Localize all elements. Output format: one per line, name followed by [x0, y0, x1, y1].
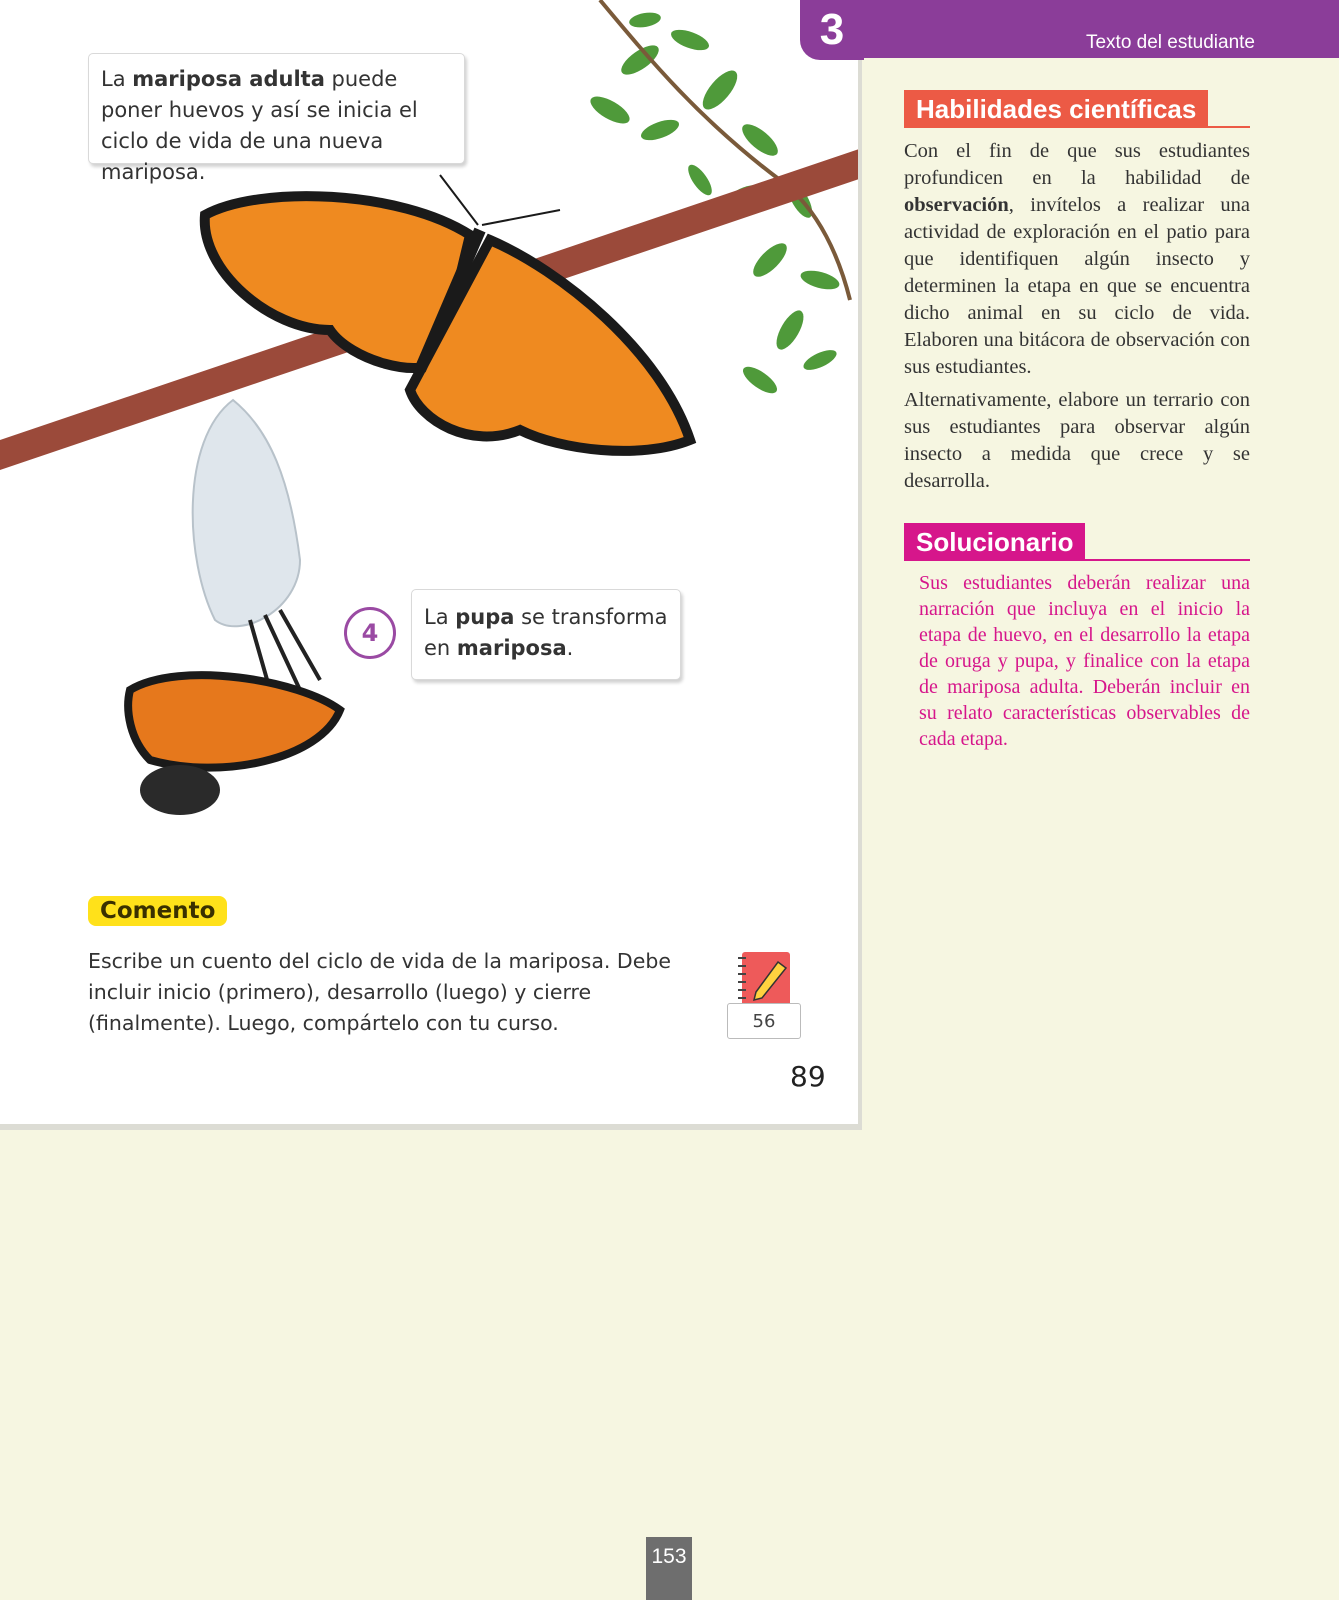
- solucionario-body: Sus estudiantes deberán realizar una narración que incluya en el inicio la etapa de huevo, en el desarrollo la etapa de oruga y pupa, y finalice con la etapa de mariposa adulta. Deberán incluir en su relato características observables de cada etapa.: [919, 572, 1250, 750]
- callout-text: La: [101, 67, 133, 91]
- callout-text: se transforma en: [424, 605, 668, 660]
- page-number: 89: [790, 1060, 826, 1093]
- callout-bold-term: mariposa adulta: [132, 67, 325, 91]
- section-label: Texto del estudiante: [1085, 32, 1255, 53]
- solucionario-title: Solucionario: [904, 523, 1085, 561]
- paragraph-text: Con el fin de que sus estudiantes profundicen en la habilidad de: [904, 140, 1250, 189]
- activity-tag: Comento: [88, 896, 227, 926]
- callout-text: .: [566, 636, 574, 660]
- habilidades-heading: [904, 90, 1250, 128]
- paragraph-text: , invítelos a realizar una actividad de exploración en el patio para que identifiquen algún insecto y determinen la etapa en que se encuentra dicho animal en su ciclo de vida. Elaboren una bitácora de observación con sus estudiantes.: [904, 194, 1250, 378]
- adult-butterfly-illustration: [205, 175, 690, 451]
- step-number-badge: 4: [344, 607, 396, 659]
- emerging-butterfly-illustration: [128, 400, 340, 815]
- callout-text: puede poner huevos y así se inicia el ciclo de vida de una nueva mariposa.: [101, 67, 418, 184]
- workbook-page-number: 56: [727, 1003, 801, 1039]
- solucionario-heading: [904, 523, 1250, 561]
- callout-adult-butterfly: [88, 53, 465, 184]
- habilidades-paragraph-1: [904, 138, 1250, 381]
- student-page: [0, 0, 862, 1130]
- habilidades-title: Habilidades científicas: [904, 90, 1208, 128]
- callout-text: La: [424, 605, 456, 629]
- habilidades-paragraph-2: Alternativamente, elabore un terrario con sus estudiantes para observar algún insecto a medida que crece y se desarrolla.: [904, 389, 1250, 492]
- bold-term: observación: [904, 194, 1009, 216]
- habilidades-body: [904, 138, 1250, 501]
- callout-pupa: [411, 589, 681, 680]
- folio-number: 153: [646, 1537, 692, 1600]
- activity-instructions: Escribe un cuento del ciclo de vida de la mariposa. Debe incluir inicio (primero), desarrollo (luego) y cierre (finalmente). Luego, compártelo con tu curso.: [88, 949, 671, 1035]
- callout-bold-term: mariposa: [456, 636, 567, 660]
- header-bar: [862, 0, 1339, 58]
- unit-number-tab: 3: [800, 0, 864, 60]
- callout-bold-term: pupa: [455, 605, 515, 629]
